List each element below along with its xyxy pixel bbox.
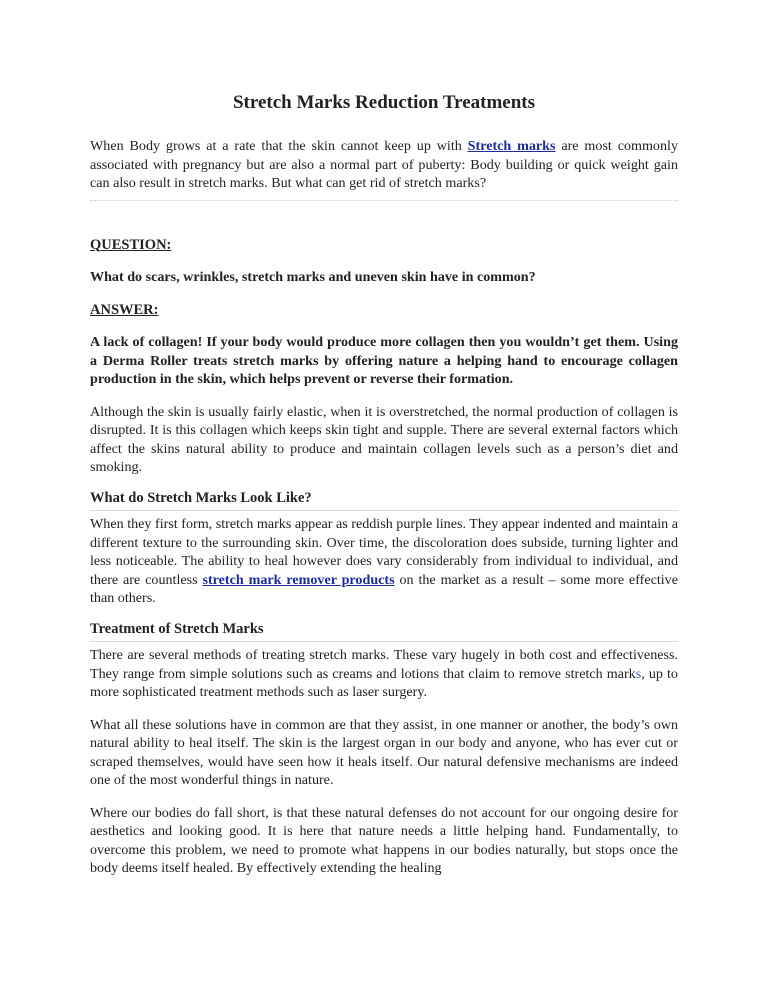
intro-divider bbox=[90, 200, 678, 201]
look-text-start: When they first form, stretch marks appear as reddish purple lines. They appear indented and maintain a different texture to the surrounding skin. Over time, the discoloration does subside, turning lighter and less noticeable. The ability to heal however does vary considerably from individual to individual, and there are countless bbox=[90, 516, 678, 588]
treatment-paragraph-2: What all these solutions have in common are that they assist, in one manner or another, the body’s own natural ability to heal itself. The skin is the largest organ in our body and anyone, who has ever cut or scraped themselves, would have seen how it heals itself. Our natural defensive mechanisms are indeed one of the most wonderful things in nature. bbox=[90, 716, 678, 788]
question-label: QUESTION: bbox=[90, 236, 172, 253]
stretch-marks-link[interactable]: Stretch marks bbox=[467, 138, 556, 154]
answer-text: A lack of collagen! If your body would produce more collagen then you wouldn’t get them. Using a Derma Roller treats stretch marks by offering nature a helping hand to encourage collagen production in the skin, which helps prevent or reverse their formation. bbox=[90, 334, 678, 387]
highlighted-s: s bbox=[635, 665, 642, 682]
question-text: What do scars, wrinkles, stretch marks and uneven skin have in common? bbox=[90, 269, 536, 285]
document-title: Stretch Marks Reduction Treatments bbox=[232, 92, 536, 113]
treatment-paragraph-3: Where our bodies do fall short, is that these natural defenses do not account for our ongoing desire for aesthetics and looking good. It is here that nature needs a little helping hand. Fundamentally, to overcome this problem, we need to promote what happens in our bodies naturally, but stops once the body deems itself healed. By effectively extending the healing bbox=[90, 804, 678, 876]
intro-text-start: When Body grows at a rate that the skin cannot keep up with bbox=[90, 138, 468, 154]
remover-products-link[interactable]: stretch mark remover products bbox=[202, 571, 395, 588]
intro-paragraph bbox=[90, 137, 678, 193]
treatment-p1-end: , up to more sophisticated treatment methods such as laser surgery. bbox=[90, 665, 678, 700]
treatment-p1-start: There are several methods of treating stretch marks. These vary hugely in both cost and effectiveness. They range from simple solutions such as creams and lotions that claim to remove stretch mark bbox=[90, 647, 678, 682]
elastic-paragraph: Although the skin is usually fairly elastic, when it is overstretched, the normal production of collagen is disrupted. It is this collagen which keeps skin tight and supple. There are several external factors which affect the skins natural ability to produce and maintain collagen levels such as a person’s diet and smoking. bbox=[90, 403, 678, 475]
look-heading: What do Stretch Marks Look Like? bbox=[90, 489, 312, 506]
treatment-heading: Treatment of Stretch Marks bbox=[90, 620, 264, 637]
answer-label: ANSWER: bbox=[90, 301, 159, 318]
look-heading-divider bbox=[90, 510, 678, 511]
look-text-end: on the market as a result – some more effective than others. bbox=[90, 571, 678, 606]
treatment-paragraph-1 bbox=[90, 646, 678, 702]
look-paragraph bbox=[90, 515, 678, 608]
treatment-heading-divider bbox=[90, 641, 678, 642]
intro-text-end: are most commonly associated with pregnancy but are also a normal part of puberty: Body building or quick weight gain can also result in stretch marks. But what can get rid of stretch marks? bbox=[90, 138, 678, 191]
